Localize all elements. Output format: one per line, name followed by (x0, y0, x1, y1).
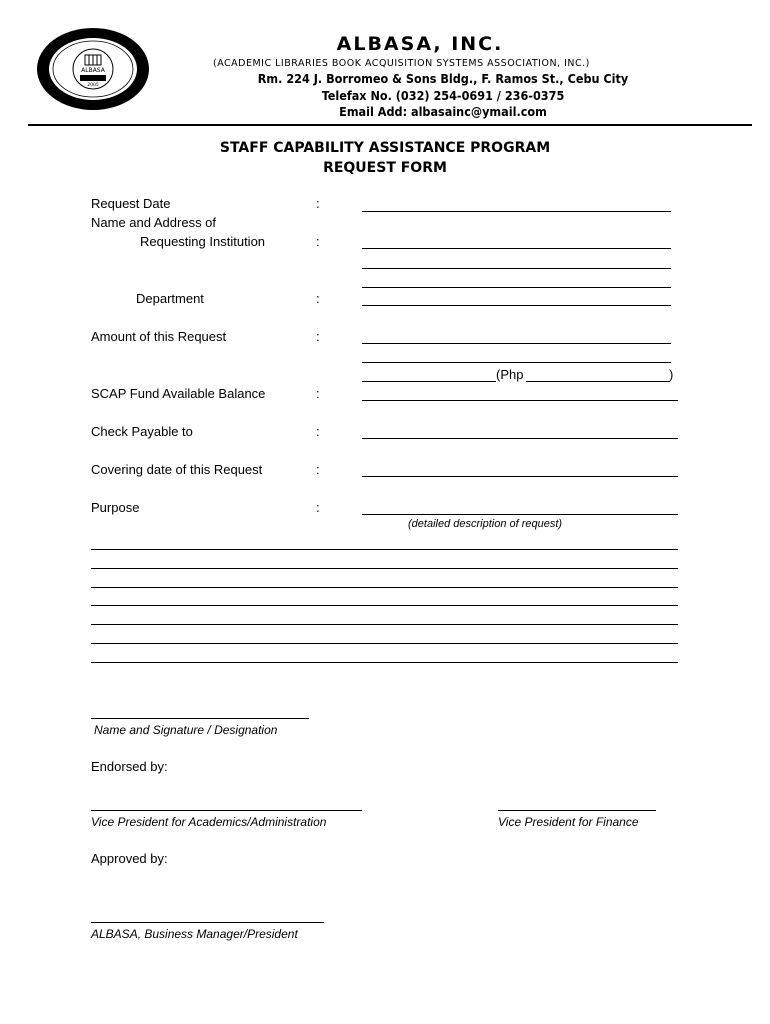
covering-date-line[interactable] (362, 476, 678, 477)
vp-academics-signature-line[interactable] (91, 810, 362, 811)
department-line[interactable] (362, 305, 671, 306)
institution-line-3[interactable] (362, 287, 671, 288)
requester-signature-line[interactable] (91, 718, 309, 719)
description-line-6[interactable] (91, 643, 678, 644)
php-close: ) (669, 367, 674, 382)
php-label: (Php (496, 367, 524, 382)
scap-balance-label: SCAP Fund Available Balance (91, 386, 266, 401)
institution-line-1[interactable] (362, 248, 671, 249)
approved-by-label: Approved by: (91, 851, 168, 866)
colon: : (316, 291, 320, 306)
header-divider (28, 124, 752, 126)
purpose-label: Purpose (91, 500, 140, 515)
institution-line-2[interactable] (362, 268, 671, 269)
amount-line-2[interactable] (362, 362, 671, 363)
request-date-line[interactable] (362, 211, 671, 212)
vp-academics-label: Vice President for Academics/Administration (91, 815, 327, 829)
endorsed-by-label: Endorsed by: (91, 759, 168, 774)
name-address-label: Name and Address of (91, 215, 217, 230)
description-line-4[interactable] (91, 605, 678, 606)
org-address: Rm. 224 J. Borromeo & Sons Bldg., F. Ramos St., Cebu City (257, 71, 629, 86)
vp-finance-signature-line[interactable] (498, 810, 656, 811)
check-payable-label: Check Payable to (91, 424, 193, 439)
description-line-3[interactable] (91, 587, 678, 588)
php-amount-line[interactable] (526, 381, 670, 382)
check-payable-line[interactable] (362, 438, 678, 439)
colon: : (316, 386, 320, 401)
svg-text:ALBASA: ALBASA (81, 67, 105, 74)
org-full-name: (ACADEMIC LIBRARIES BOOK ACQUISITION SYSTEMS ASSOCIATION, INC.) (213, 58, 590, 69)
org-name: ALBASA, INC. (336, 33, 504, 55)
amount-line-1[interactable] (362, 343, 671, 344)
colon: : (316, 500, 320, 515)
svg-text:2005: 2005 (87, 83, 99, 88)
colon: : (316, 234, 320, 249)
amount-words-line[interactable] (362, 381, 496, 382)
vp-finance-label: Vice President for Finance (498, 815, 639, 829)
form-title: STAFF CAPABILITY ASSISTANCE PROGRAM (219, 140, 551, 156)
description-line-1[interactable] (91, 549, 678, 550)
colon: : (316, 329, 320, 344)
form-subtitle: REQUEST FORM (323, 160, 447, 176)
president-label: ALBASA, Business Manager/President (91, 927, 298, 941)
covering-date-label: Covering date of this Request (91, 462, 263, 477)
request-date-label: Request Date (91, 196, 171, 211)
requester-signature-label: Name and Signature / Designation (94, 723, 278, 737)
amount-label: Amount of this Request (91, 329, 227, 344)
org-email: Email Add: albasainc@ymail.com (339, 104, 547, 119)
requesting-institution-label: Requesting Institution (140, 234, 266, 249)
colon: : (316, 462, 320, 477)
description-line-2[interactable] (91, 568, 678, 569)
department-label: Department (136, 291, 204, 306)
colon: : (316, 424, 320, 439)
scap-balance-line[interactable] (362, 400, 678, 401)
purpose-note: (detailed description of request) (408, 518, 563, 530)
colon: : (316, 196, 320, 211)
description-line-7[interactable] (91, 662, 678, 663)
purpose-line[interactable] (362, 514, 678, 515)
org-telefax: Telefax No. (032) 254-0691 / 236-0375 (321, 88, 565, 103)
president-signature-line[interactable] (91, 922, 324, 923)
description-line-5[interactable] (91, 624, 678, 625)
